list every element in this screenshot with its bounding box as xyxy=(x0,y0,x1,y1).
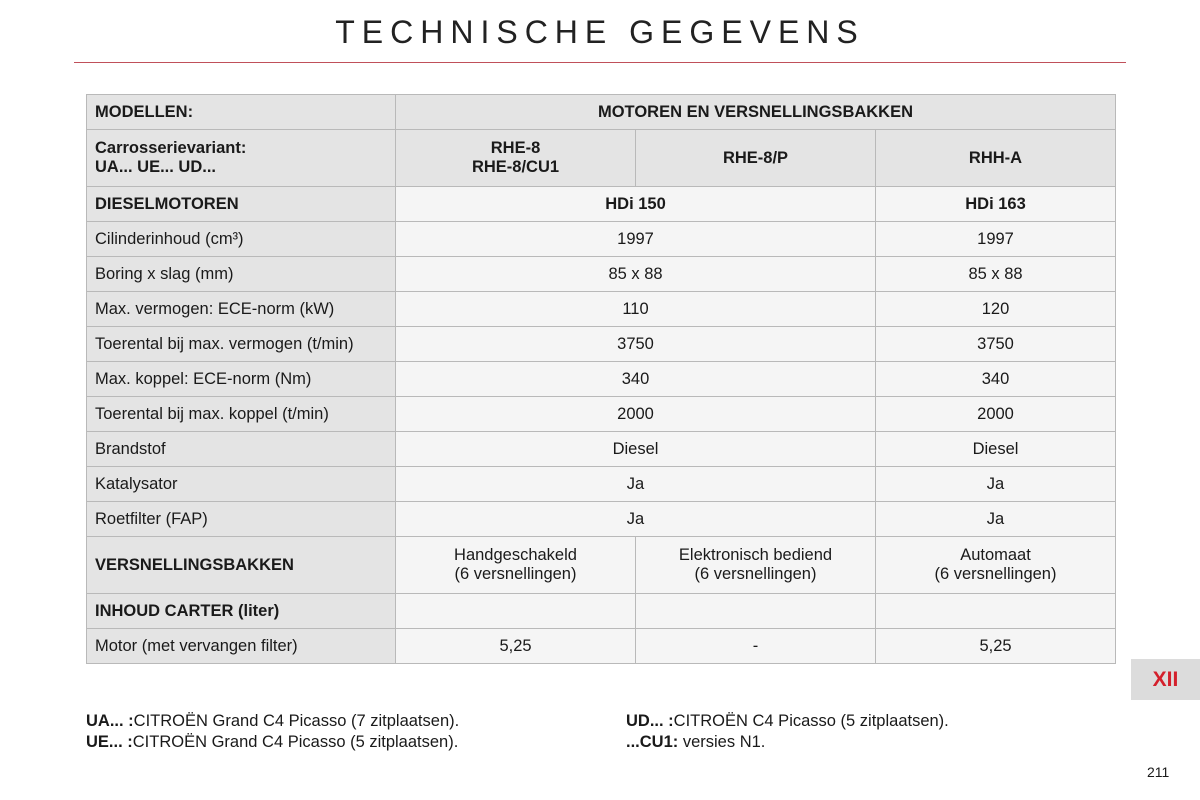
empty-cell xyxy=(636,594,876,629)
gearbox-type-line: Handgeschakeld xyxy=(454,546,577,564)
row-value: 1997 xyxy=(876,222,1116,257)
oil-capacity-row xyxy=(87,629,1116,664)
page-title: TECHNISCHE GEGEVENS xyxy=(335,14,865,50)
gearbox-type-line: Elektronisch bediend xyxy=(678,546,833,564)
table-header-row xyxy=(87,95,1116,130)
footnote xyxy=(626,711,949,732)
row-value: 120 xyxy=(876,292,1116,327)
table-row xyxy=(87,222,1116,257)
gearbox-type-line: (6 versnellingen) xyxy=(934,565,1057,583)
engines-gearboxes-header: MOTOREN EN VERSNELLINGSBAKKEN xyxy=(396,95,1116,130)
specifications-table xyxy=(86,94,1116,664)
empty-cell xyxy=(876,594,1116,629)
footnote xyxy=(86,711,459,732)
row-label: Katalysator xyxy=(87,467,396,502)
footnote-code: UD... : xyxy=(626,712,674,730)
gearbox-type-cell xyxy=(636,537,876,594)
body-variant-row xyxy=(87,130,1116,187)
table-row xyxy=(87,292,1116,327)
row-value: 340 xyxy=(876,362,1116,397)
engine-type-cell xyxy=(396,130,636,187)
engine-type-line: RHE-8/CU1 xyxy=(471,158,560,176)
row-value: Ja xyxy=(396,467,876,502)
table-row xyxy=(87,327,1116,362)
row-value: - xyxy=(636,629,876,664)
gearbox-type-line: Automaat xyxy=(960,546,1031,564)
row-label: Max. vermogen: ECE-norm (kW) xyxy=(87,292,396,327)
footnote xyxy=(86,732,458,753)
row-value: 1997 xyxy=(396,222,876,257)
footnote-text: versies N1. xyxy=(678,733,766,751)
engine-type-cell: RHE-8/P xyxy=(636,130,876,187)
table-row xyxy=(87,397,1116,432)
row-label: Roetfilter (FAP) xyxy=(87,502,396,537)
gearbox-type-line: (6 versnellingen) xyxy=(454,565,577,583)
row-label: Cilinderinhoud (cm³) xyxy=(87,222,396,257)
gearbox-row xyxy=(87,537,1116,594)
row-value: 5,25 xyxy=(396,629,636,664)
table-row xyxy=(87,257,1116,292)
section-tab-marker: XII xyxy=(1131,659,1200,700)
row-label: Boring x slag (mm) xyxy=(87,257,396,292)
body-variant-label xyxy=(87,130,396,187)
empty-cell xyxy=(396,594,636,629)
footnote-code: UE... : xyxy=(86,733,133,751)
gearbox-type-line: (6 versnellingen) xyxy=(694,565,817,583)
title-divider xyxy=(74,62,1126,63)
engine-hdi-150: HDi 150 xyxy=(396,187,876,222)
oil-capacity-header-row xyxy=(87,594,1116,629)
footnote-text: CITROËN Grand C4 Picasso (7 zitplaatsen). xyxy=(133,712,460,730)
row-value: Diesel xyxy=(396,432,876,467)
gearbox-type-cell xyxy=(396,537,636,594)
row-value: 5,25 xyxy=(876,629,1116,664)
models-header: MODELLEN: xyxy=(87,95,396,130)
table-row xyxy=(87,467,1116,502)
row-value: 110 xyxy=(396,292,876,327)
footnote-text: CITROËN Grand C4 Picasso (5 zitplaatsen). xyxy=(132,733,459,751)
row-value: Ja xyxy=(876,502,1116,537)
row-label: Brandstof xyxy=(87,432,396,467)
row-value: 3750 xyxy=(396,327,876,362)
gearboxes-label: VERSNELLINGSBAKKEN xyxy=(87,537,396,594)
row-value: 2000 xyxy=(876,397,1116,432)
row-label: Toerental bij max. vermogen (t/min) xyxy=(87,327,396,362)
row-value: 85 x 88 xyxy=(396,257,876,292)
diesel-engines-label: DIESELMOTOREN xyxy=(87,187,396,222)
row-value: 3750 xyxy=(876,327,1116,362)
engine-type-line: RHE-8 xyxy=(490,139,541,157)
row-label: Toerental bij max. koppel (t/min) xyxy=(87,397,396,432)
row-value: 340 xyxy=(396,362,876,397)
oil-capacity-label: INHOUD CARTER (liter) xyxy=(87,594,396,629)
table-row xyxy=(87,502,1116,537)
table-row xyxy=(87,432,1116,467)
row-value: Ja xyxy=(396,502,876,537)
page-number: 211 xyxy=(1147,764,1170,780)
engine-type-cell: RHH-A xyxy=(876,130,1116,187)
row-value: 2000 xyxy=(396,397,876,432)
footnote-code: UA... : xyxy=(86,712,134,730)
table-row xyxy=(87,362,1116,397)
gearbox-type-cell xyxy=(876,537,1116,594)
row-value: Diesel xyxy=(876,432,1116,467)
row-value: Ja xyxy=(876,467,1116,502)
footnote-code: ...CU1: xyxy=(626,733,679,751)
body-variant-label-line1: Carrosserievariant: xyxy=(95,139,247,157)
body-variant-label-line2: UA... UE... UD... xyxy=(95,158,217,176)
engine-hdi-163: HDi 163 xyxy=(876,187,1116,222)
row-label: Max. koppel: ECE-norm (Nm) xyxy=(87,362,396,397)
row-label: Motor (met vervangen filter) xyxy=(87,629,396,664)
row-value: 85 x 88 xyxy=(876,257,1116,292)
footnote-text: CITROËN C4 Picasso (5 zitplaatsen). xyxy=(673,712,949,730)
footnote xyxy=(626,732,765,753)
diesel-section-row xyxy=(87,187,1116,222)
